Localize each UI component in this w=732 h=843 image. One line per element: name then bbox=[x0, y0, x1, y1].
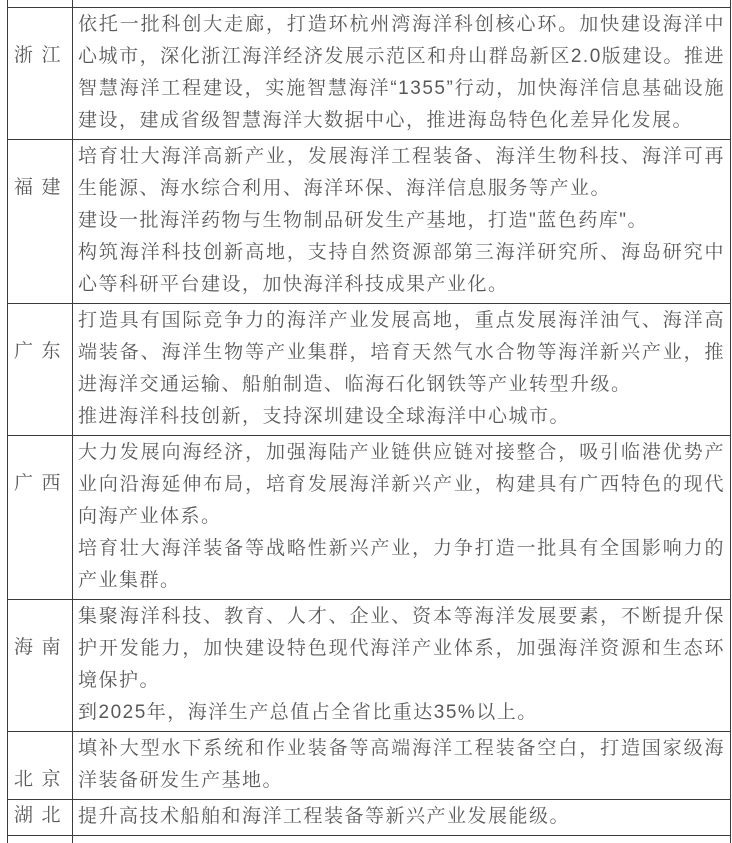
province-cell bbox=[8, 8, 73, 140]
province-name: 海南 bbox=[14, 637, 62, 658]
table-border-left bbox=[7, 0, 8, 7]
table-row-zhejiang bbox=[8, 8, 731, 140]
plan-content-cell bbox=[73, 304, 731, 436]
province-name: 北京 bbox=[14, 769, 62, 790]
table-row-beijing bbox=[8, 732, 731, 800]
table-partial-row-top bbox=[0, 0, 731, 7]
plan-content-cell bbox=[73, 140, 731, 304]
plan-paragraph: 打造具有国际竞争力的海洋产业发展高地，重点发展海洋油气、海洋高端装备、海洋生物等产业集群，培育天然气水合物等海洋新兴产业，推进海洋交通运输、船舶制造、临海石化钢铁等产业转型升级。 bbox=[78, 310, 725, 395]
table-border-right bbox=[730, 0, 731, 7]
plan-paragraph: 依托一批科创大走廊，打造环杭州湾海洋科创核心环。加快建设海洋中心城市，深化浙江海洋经济发展示范区和舟山群岛新区2.0版建设。推进智慧海洋工程建设，实施智慧海洋“1355”行动，加快海洋信息基础设施建设，建成省级智慧海洋大数据中心，推进海岛特色化差异化发展。 bbox=[78, 14, 725, 131]
plan-content-cell bbox=[73, 8, 731, 140]
table-row-guangdong bbox=[8, 304, 731, 436]
plan-paragraph: 到2025年，海洋生产总值占全省比重达35%以上。 bbox=[78, 702, 538, 723]
table-row-hainan bbox=[8, 600, 731, 732]
plan-content-cell bbox=[73, 732, 731, 800]
table-row-hubei bbox=[8, 800, 731, 836]
plan-paragraph: 培育壮大海洋装备等战略性新兴产业，力争打造一批具有全国影响力的产业集群。 bbox=[78, 538, 725, 591]
table-column-divider bbox=[72, 0, 73, 7]
province-cell bbox=[8, 304, 73, 436]
province-marine-plan-table bbox=[7, 7, 731, 836]
plan-paragraph: 构筑海洋科技创新高地，支持自然资源部第三海洋研究所、海岛研究中心等科研平台建设，加快海洋科技成果产业化。 bbox=[78, 242, 725, 295]
province-name: 福建 bbox=[14, 177, 62, 198]
province-cell bbox=[8, 800, 73, 836]
province-cell bbox=[8, 732, 73, 800]
plan-paragraph: 大力发展向海经济，加强海陆产业链供应链对接整合，吸引临港优势产业向沿海延伸布局，培育发展海洋新兴产业，构建具有广西特色的现代向海产业体系。 bbox=[78, 442, 725, 527]
plan-content-cell bbox=[73, 800, 731, 836]
plan-paragraph: 提升高技术船舶和海洋工程装备等新兴产业发展能级。 bbox=[78, 806, 571, 827]
plan-content-cell bbox=[73, 436, 731, 600]
plan-content-cell bbox=[73, 600, 731, 732]
plan-paragraph: 填补大型水下系统和作业装备等高端海洋工程装备空白，打造国家级海洋装备研发生产基地。 bbox=[78, 738, 725, 791]
table-row-guangxi bbox=[8, 436, 731, 600]
province-name: 浙江 bbox=[14, 45, 62, 66]
province-name: 湖北 bbox=[14, 805, 62, 826]
table-row-fujian bbox=[8, 140, 731, 304]
plan-paragraph: 集聚海洋科技、教育、人才、企业、资本等海洋发展要素，不断提升保护开发能力，加快建设特色现代海洋产业体系，加强海洋资源和生态环境保护。 bbox=[78, 606, 725, 691]
province-cell bbox=[8, 600, 73, 732]
plan-paragraph: 培育壮大海洋高新产业，发展海洋工程装备、海洋生物科技、海洋可再生能源、海水综合利用、海洋环保、海洋信息服务等产业。 bbox=[78, 146, 725, 199]
plan-paragraph: 建设一批海洋药物与生物制品研发生产基地，打造"蓝色药库"。 bbox=[78, 210, 648, 231]
province-cell bbox=[8, 140, 73, 304]
province-name: 广西 bbox=[14, 473, 62, 494]
province-name: 广东 bbox=[14, 341, 62, 362]
province-cell bbox=[8, 436, 73, 600]
plan-paragraph: 推进海洋科技创新，支持深圳建设全球海洋中心城市。 bbox=[78, 406, 571, 427]
